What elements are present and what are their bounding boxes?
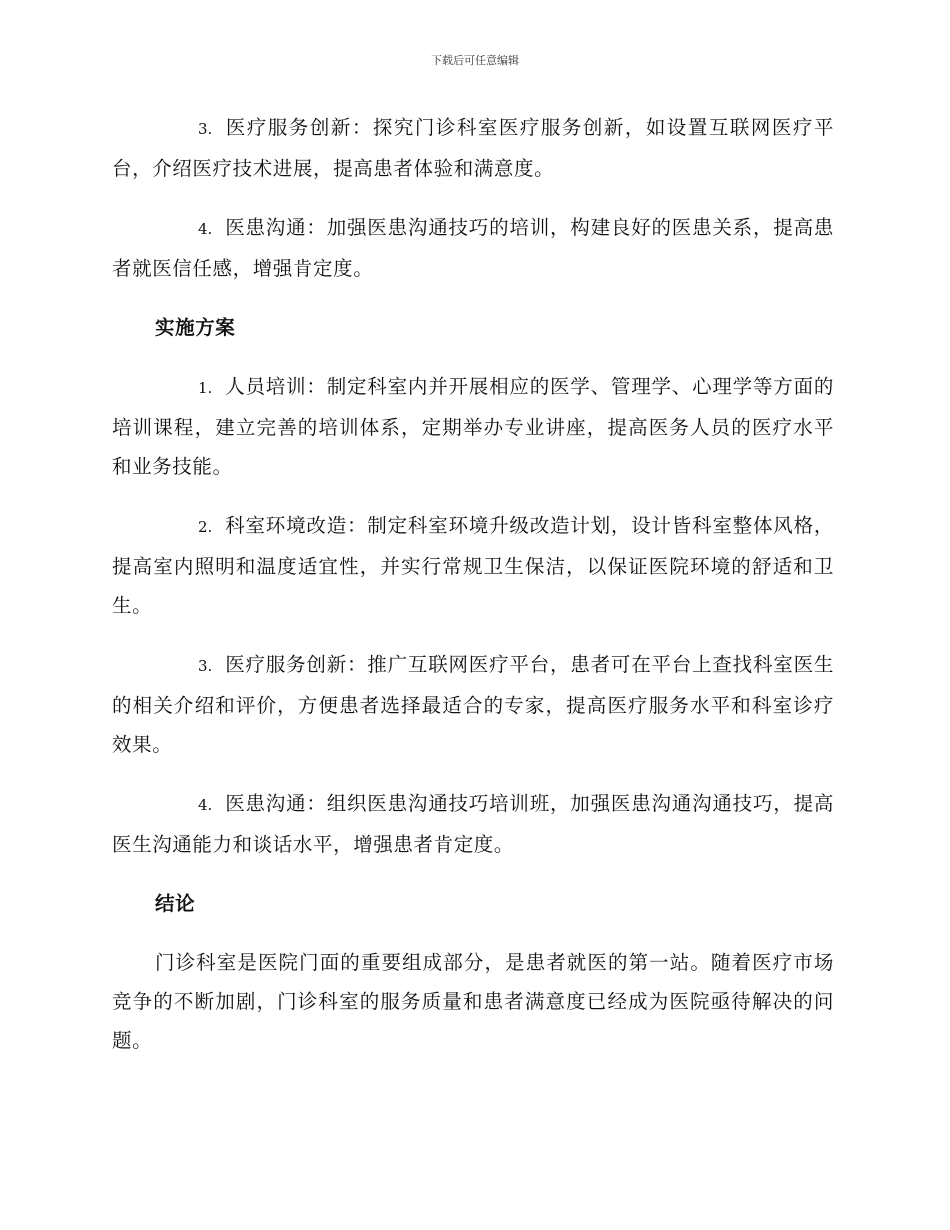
list-item-text: 医患沟通：加强医患沟通技巧的培训，构建良好的医患关系，提高患者就医信任感，增强肯定度。 <box>112 216 834 280</box>
section-title-conclusion: 结论 <box>155 892 196 915</box>
list-item-number: 3. <box>198 657 213 675</box>
list-item <box>112 645 834 764</box>
conclusion-paragraph: 门诊科室是医院门面的重要组成部分，是患者就医的第一站。随着医疗市场竞争的不断加剧，门诊科室的服务质量和患者满意度已经成为医院亟待解决的问题。 <box>112 951 834 1052</box>
list-item-number: 3. <box>198 120 213 138</box>
list-item-text: 医疗服务创新：推广互联网医疗平台，患者可在平台上查找科室医生的相关介绍和评价，方便患者选择最适合的专家，提高医疗服务水平和科室诊疗效果。 <box>112 653 834 756</box>
list-item <box>112 367 834 486</box>
list-item <box>112 506 834 625</box>
list-item-number: 2. <box>198 518 213 536</box>
list-item <box>112 108 834 188</box>
list-item-text: 医疗服务创新：探究门诊科室医疗服务创新，如设置互联网医疗平台，介绍医疗技术进展，提高患者体验和满意度。 <box>112 116 834 180</box>
page-header: 下载后可任意编辑 <box>431 54 519 67</box>
list-item-text: 科室环境改造：制定科室环境升级改造计划，设计皆科室整体风格，提高室内照明和温度适宜性，并实行常规卫生保洁，以保证医院环境的舒适和卫生。 <box>112 514 834 617</box>
section-title-implementation: 实施方案 <box>155 316 236 339</box>
list-item-text: 医患沟通：组织医患沟通技巧培训班，加强医患沟通沟通技巧，提高医生沟通能力和谈话水平，增强患者肯定度。 <box>112 792 834 856</box>
list-item-number: 4. <box>198 220 213 238</box>
list-item-number: 4. <box>198 796 213 814</box>
list-item-number: 1. <box>198 379 213 397</box>
document-body <box>112 108 834 1080</box>
list-item-text: 人员培训：制定科室内并开展相应的医学、管理学、心理学等方面的培训课程，建立完善的培训体系，定期举办专业讲座，提高医务人员的医疗水平和业务技能。 <box>112 375 834 478</box>
list-item <box>112 784 834 864</box>
list-item <box>112 208 834 288</box>
